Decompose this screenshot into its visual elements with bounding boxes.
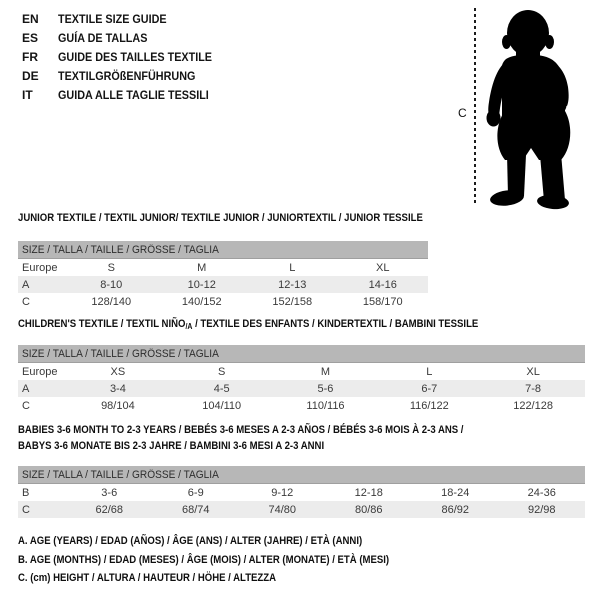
junior-section-title: JUNIOR TEXTILE / TEXTIL JUNIOR/ TEXTILE JUNIOR / JUNIORTEXTIL / JUNIOR TESSILE: [18, 212, 423, 224]
size-cell: 62/68: [66, 501, 153, 518]
legend-line-b: B. AGE (MONTHS) / EDAD (MESES) / ÂGE (MOIS) / ALTER (MONATE) / ETÀ (MESI): [18, 553, 390, 566]
size-cell: 104/110: [202, 399, 242, 412]
row-label: C: [22, 399, 30, 412]
height-measure-label: C: [458, 106, 467, 120]
size-cell: 68/74: [153, 501, 240, 518]
language-row: [22, 10, 229, 29]
children-size-table: [18, 345, 585, 414]
language-label: GUÍA DE TALLAS: [58, 31, 148, 45]
size-cell: 10-12: [157, 276, 248, 293]
language-label: GUIDA ALLE TAGLIE TESSILI: [58, 88, 209, 102]
row-label: A: [18, 380, 66, 397]
language-row: [22, 48, 229, 67]
size-cell: 4-5: [170, 380, 274, 397]
language-label: GUIDE DES TAILLES TEXTILE: [58, 50, 213, 64]
language-code: DE: [22, 69, 39, 83]
size-cell: 5-6: [274, 380, 378, 397]
size-header-bar: SIZE / TALLA / TAILLE / GRÖSSE / TAGLIA: [18, 466, 585, 484]
size-cell: 98/104: [101, 399, 135, 412]
height-dashed-line: [474, 8, 476, 206]
size-cell: 80/86: [326, 501, 413, 518]
table-row-b: [18, 484, 585, 502]
size-cell: 110/116: [306, 399, 345, 412]
junior-size-table: [18, 241, 428, 310]
size-cell: 14-16: [338, 276, 429, 293]
size-cell: XL: [376, 261, 390, 274]
size-header-bar: SIZE / TALLA / TAILLE / GRÖSSE / TAGLIA: [18, 345, 585, 363]
table-row-europe: [18, 259, 428, 277]
language-code: EN: [22, 12, 39, 26]
size-cell: S: [218, 365, 226, 378]
children-section-title: CHILDREN'S TEXTILE / TEXTIL $NIÑO_{/A}$ / TEXTILE DES ENFANTS / KINDERTEXTIL / BAMBINI TESSILE: [18, 318, 479, 331]
table-row-a: [18, 380, 585, 397]
language-code: FR: [22, 50, 38, 64]
language-label: TEXTILE SIZE GUIDE: [58, 12, 167, 26]
size-cell: 92/98: [499, 501, 586, 518]
size-cell: 7-8: [481, 380, 585, 397]
size-cell: M: [197, 261, 207, 274]
baby-silhouette-icon: [480, 2, 598, 212]
language-code: ES: [22, 31, 39, 45]
size-cell: 152/158: [272, 295, 313, 308]
language-label: TEXTILGRÖßENFÜHRUNG: [58, 69, 196, 83]
babies-section-title: BABIES 3-6 MONTH TO 2-3 YEARS / BEBÉS 3-6 MESES A 2-3 AÑOS / BÉBÉS 3-6 MOIS À 2-3 ANS / BABYS 3-6 MONATE BIS 2-3 JAHRE / BAMBINI 3-6 MESI A 2-3 ANNI: [18, 424, 464, 452]
row-label: Europe: [22, 365, 58, 378]
size-cell: S: [107, 261, 115, 274]
size-cell: 12-13: [247, 276, 338, 293]
legend-line-a: A. AGE (YEARS) / EDAD (AÑOS) / ÂGE (ANS) / ALTER (JAHRE) / ETÀ (ANNI): [18, 535, 363, 547]
size-cell: 6-9: [187, 486, 204, 499]
measurement-legend: [18, 532, 445, 588]
language-code: IT: [22, 88, 33, 102]
size-cell: 9-12: [271, 486, 294, 499]
row-label: A: [18, 276, 66, 293]
size-cell: 122/128: [513, 399, 553, 412]
row-label: Europe: [22, 261, 58, 274]
table-row-europe: [18, 363, 585, 381]
table-row-c: [18, 293, 428, 310]
language-row: [22, 29, 229, 48]
size-cell: 6-7: [377, 380, 481, 397]
size-cell: 18-24: [441, 486, 470, 499]
row-label: C: [22, 295, 30, 308]
language-list: [22, 10, 229, 105]
row-label: B: [22, 486, 30, 499]
table-row-c: [18, 397, 585, 414]
table-row-c: [18, 501, 585, 518]
language-row: [22, 86, 229, 105]
size-cell: L: [426, 365, 433, 378]
size-cell: 116/122: [409, 399, 449, 412]
size-cell: XS: [110, 365, 126, 378]
size-cell: 12-18: [354, 486, 383, 499]
size-cell: 128/140: [91, 295, 132, 308]
size-cell: 3-4: [66, 380, 170, 397]
size-cell: 158/170: [362, 295, 403, 308]
row-label: C: [18, 501, 66, 518]
legend-line-c: C. (cm) HEIGHT / ALTURA / HAUTEUR / HÖHE / ALTEZZA: [18, 572, 277, 584]
size-cell: 74/80: [239, 501, 326, 518]
size-header-bar: SIZE / TALLA / TAILLE / GRÖSSE / TAGLIA: [18, 241, 428, 259]
size-cell: 86/92: [412, 501, 499, 518]
size-cell: 24-36: [527, 486, 556, 499]
size-cell: 140/152: [181, 295, 222, 308]
size-cell: M: [320, 365, 331, 378]
table-row-a: [18, 276, 428, 293]
language-row: [22, 67, 229, 86]
size-cell: 8-10: [66, 276, 157, 293]
size-cell: L: [289, 261, 296, 274]
size-cell: XL: [526, 365, 540, 378]
babies-size-table: [18, 466, 585, 518]
size-cell: 3-6: [101, 486, 118, 499]
